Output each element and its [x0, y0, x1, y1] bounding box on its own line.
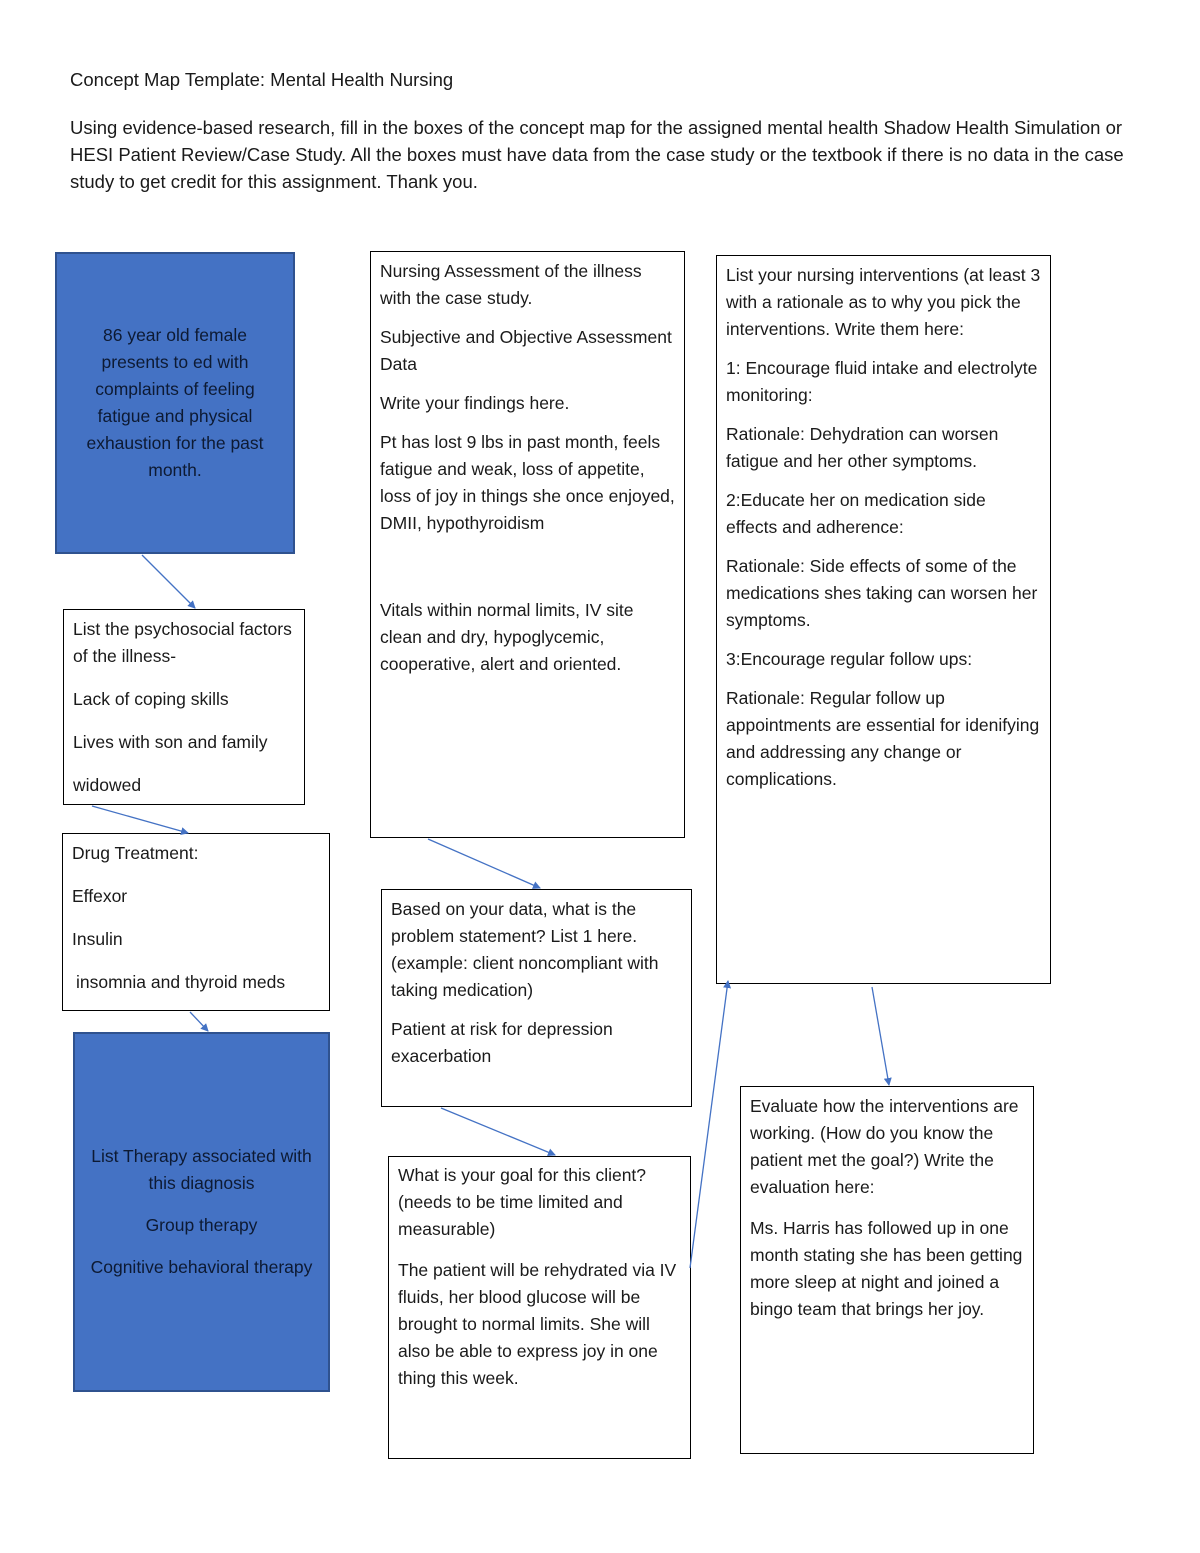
assessment-subheading: Subjective and Objective Assessment Data	[380, 327, 672, 374]
arrow-goal-to-interventions	[690, 981, 728, 1268]
psychosocial-prompt: List the psychosocial factors of the illness-	[73, 619, 292, 666]
drug-item: Effexor	[72, 886, 128, 906]
therapy-box	[73, 1032, 330, 1392]
patient-presentation-text: 86 year old female presents to ed with complaints of feeling fatigue and physical exhaustion for the past month.	[86, 325, 264, 480]
goal-answer: The patient will be rehydrated via IV fluids, her blood glucose will be brought to normal limits. She will also be able to express joy in one thing this week.	[398, 1260, 677, 1388]
page-title: Concept Map Template: Mental Health Nursing	[70, 69, 454, 90]
therapy-prompt: List Therapy associated with this diagnosis	[91, 1146, 312, 1193]
intervention-rationale: Rationale: Dehydration can worsen fatigue and her other symptoms.	[726, 424, 999, 471]
problem-answer: Patient at risk for depression exacerbation	[391, 1019, 613, 1066]
drug-item: Insulin	[72, 929, 123, 949]
psychosocial-item: Lives with son and family	[73, 732, 268, 752]
assessment-prompt: Nursing Assessment of the illness with the case study.	[380, 261, 642, 308]
arrow-patient-to-psychosocial	[142, 555, 195, 608]
arrow-interventions-to-evaluation	[872, 987, 889, 1085]
goal-box	[388, 1156, 691, 1459]
arrow-assessment-to-problem	[428, 839, 540, 888]
arrow-problem-to-goal	[441, 1108, 555, 1155]
arrow-psychosocial-to-drug	[92, 806, 188, 833]
therapy-item: Cognitive behavioral therapy	[90, 1257, 313, 1277]
assessment-box	[370, 251, 685, 838]
evaluation-prompt: Evaluate how the interventions are working. (How do you know the patient met the goal?) Write the evaluation here:	[750, 1096, 1019, 1197]
psychosocial-item: widowed	[73, 775, 142, 795]
intervention-item: 1: Encourage fluid intake and electrolyte monitoring:	[726, 358, 1038, 405]
intervention-item: 2:Educate her on medication side effects and adherence:	[726, 490, 986, 537]
interventions-prompt: List your nursing interventions (at least 3 with a rationale as to why you pick the interventions. Write them here:	[726, 265, 1041, 339]
psychosocial-item: Lack of coping skills	[73, 689, 229, 709]
assessment-instruction: Write your findings here.	[380, 393, 570, 413]
drug-treatment-box	[62, 833, 330, 1011]
evaluation-box	[740, 1086, 1034, 1454]
therapy-item: Group therapy	[145, 1215, 258, 1235]
interventions-box	[716, 255, 1051, 984]
instructions-text: Using evidence-based research, fill in the boxes of the concept map for the assigned mental health Shadow Health Simulation or HESI Patient Review/Case Study. All the boxes must have data from the case study or the textbook if there is no data in the case study to get credit for this assignment. Thank you.	[70, 117, 1124, 192]
goal-prompt: What is your goal for this client? (needs to be time limited and measurable)	[398, 1165, 647, 1239]
intervention-item: 3:Encourage regular follow ups:	[726, 649, 973, 669]
assessment-subjective: Pt has lost 9 lbs in past month, feels fatigue and weak, loss of appetite, loss of joy in things she once enjoyed, DMII, hypothyroidism	[380, 432, 675, 533]
evaluation-answer: Ms. Harris has followed up in one month stating she has been getting more sleep at night and joined a bingo team that brings her joy.	[750, 1218, 1023, 1319]
patient-presentation-box	[55, 252, 295, 554]
problem-prompt: Based on your data, what is the problem statement? List 1 here. (example: client noncompliant with taking medication)	[391, 899, 659, 1000]
drug-treatment-prompt: Drug Treatment:	[72, 843, 199, 863]
psychosocial-box	[63, 609, 305, 805]
drug-item: insomnia and thyroid meds	[76, 972, 286, 992]
arrow-drug-to-therapy	[190, 1012, 208, 1031]
intervention-rationale: Rationale: Regular follow up appointments are essential for idenifying and addressing any change or complications.	[726, 688, 1040, 789]
intervention-rationale: Rationale: Side effects of some of the medications shes taking can worsen her symptoms.	[726, 556, 1038, 630]
assessment-objective: Vitals within normal limits, IV site clean and dry, hypoglycemic, cooperative, alert and oriented.	[380, 600, 634, 674]
problem-statement-box	[381, 889, 692, 1107]
